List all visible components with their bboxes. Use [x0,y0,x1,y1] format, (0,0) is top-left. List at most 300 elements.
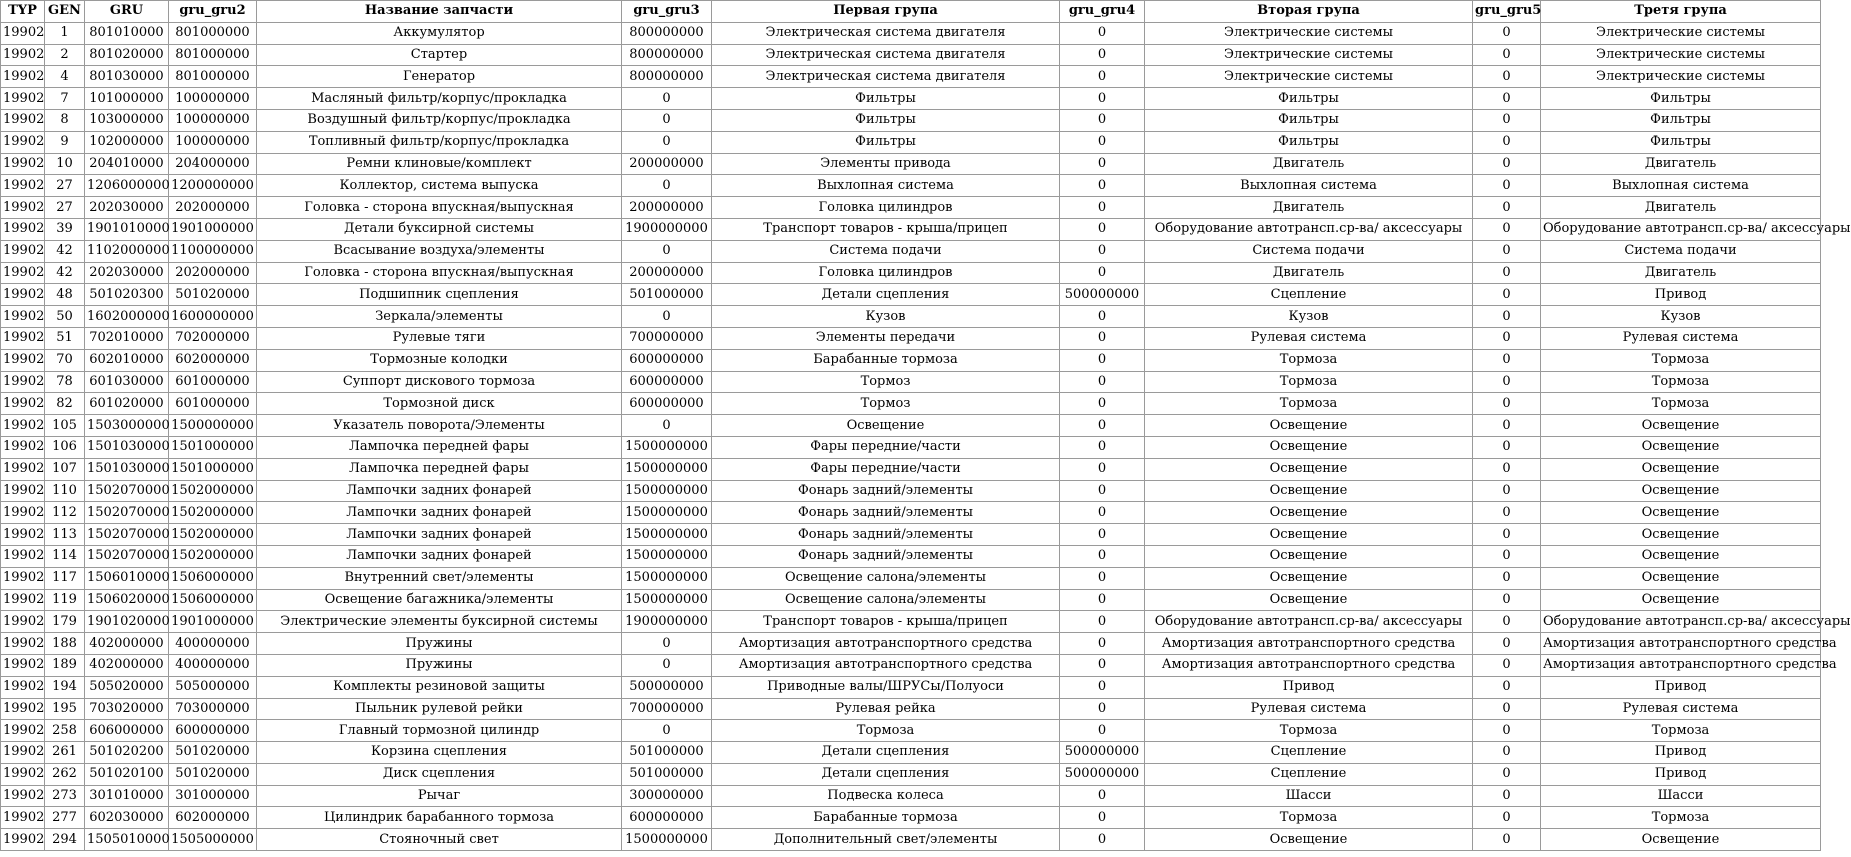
first-group-cell[interactable]: Амортизация автотранспортного средства [712,633,1060,655]
table-row[interactable] [1,567,1821,589]
gru-gru5-cell[interactable]: 0 [1473,807,1541,829]
gru-gru3-cell[interactable]: 0 [622,109,712,131]
third-group-cell[interactable]: Двигатель [1541,153,1821,175]
second-group-cell[interactable]: Освещение [1145,415,1473,437]
gru-gru2-cell[interactable]: 601000000 [169,393,257,415]
gru-gru2-cell[interactable]: 1502000000 [169,524,257,546]
typ-cell[interactable]: 19902 [1,88,45,110]
part-name-cell[interactable]: Генератор [257,66,622,88]
gru-gru3-cell[interactable]: 200000000 [622,197,712,219]
first-group-cell[interactable]: Фонарь задний/элементы [712,524,1060,546]
gru-gru3-cell[interactable]: 0 [622,175,712,197]
first-group-cell[interactable]: Фильтры [712,88,1060,110]
first-group-cell[interactable]: Приводные валы/ШРУСы/Полуоси [712,676,1060,698]
gru-gru3-cell[interactable]: 1500000000 [622,436,712,458]
first-group-cell[interactable]: Электрическая система двигателя [712,44,1060,66]
second-group-cell[interactable]: Освещение [1145,524,1473,546]
typ-cell[interactable]: 19902 [1,44,45,66]
second-group-cell[interactable]: Фильтры [1145,109,1473,131]
third-group-cell[interactable]: Освещение [1541,524,1821,546]
table-row[interactable] [1,197,1821,219]
gru-gru3-cell[interactable]: 0 [622,88,712,110]
part-name-cell[interactable]: Цилиндрик барабанного тормоза [257,807,622,829]
first-group-cell[interactable]: Дополнительный свет/элементы [712,829,1060,851]
second-group-cell[interactable]: Фильтры [1145,131,1473,153]
gru-gru4-cell[interactable]: 0 [1060,589,1145,611]
gru-cell[interactable]: 501020200 [85,742,169,764]
second-group-cell[interactable]: Двигатель [1145,262,1473,284]
first-group-cell[interactable]: Головка цилиндров [712,197,1060,219]
gru-gru3-cell[interactable]: 0 [622,720,712,742]
second-group-cell[interactable]: Освещение [1145,567,1473,589]
gen-cell[interactable]: 277 [45,807,85,829]
gen-cell[interactable]: 179 [45,611,85,633]
gru-gru5-cell[interactable]: 0 [1473,131,1541,153]
gru-gru2-cell[interactable]: 601000000 [169,371,257,393]
table-row[interactable] [1,262,1821,284]
table-row[interactable] [1,785,1821,807]
gen-cell[interactable]: 4 [45,66,85,88]
part-name-cell[interactable]: Стартер [257,44,622,66]
third-group-cell[interactable]: Фильтры [1541,131,1821,153]
gru-gru2-cell[interactable]: 801000000 [169,66,257,88]
typ-cell[interactable]: 19902 [1,393,45,415]
table-row[interactable] [1,589,1821,611]
gru-gru5-cell[interactable]: 0 [1473,44,1541,66]
gru-gru2-cell[interactable]: 100000000 [169,109,257,131]
first-group-cell[interactable]: Освещение салона/элементы [712,589,1060,611]
part-name-cell[interactable]: Топливный фильтр/корпус/прокладка [257,131,622,153]
gen-cell[interactable]: 112 [45,502,85,524]
second-group-cell[interactable]: Фильтры [1145,88,1473,110]
third-group-cell[interactable]: Двигатель [1541,262,1821,284]
first-group-cell[interactable]: Элементы привода [712,153,1060,175]
gru-gru3-cell[interactable]: 501000000 [622,284,712,306]
first-group-cell[interactable]: Электрическая система двигателя [712,22,1060,44]
column-header-third-group[interactable]: Третя група [1541,1,1821,23]
gru-gru3-cell[interactable]: 1500000000 [622,589,712,611]
third-group-cell[interactable]: Система подачи [1541,240,1821,262]
gru-gru2-cell[interactable]: 801000000 [169,22,257,44]
part-name-cell[interactable]: Рычаг [257,785,622,807]
gru-gru4-cell[interactable]: 0 [1060,44,1145,66]
gru-gru3-cell[interactable]: 0 [622,633,712,655]
table-row[interactable] [1,175,1821,197]
typ-cell[interactable]: 19902 [1,654,45,676]
gru-cell[interactable]: 1506020000 [85,589,169,611]
first-group-cell[interactable]: Фильтры [712,109,1060,131]
gru-gru4-cell[interactable]: 0 [1060,175,1145,197]
table-row[interactable] [1,153,1821,175]
gru-gru3-cell[interactable]: 1500000000 [622,524,712,546]
gen-cell[interactable]: 1 [45,22,85,44]
part-name-cell[interactable]: Главный тормозной цилиндр [257,720,622,742]
gru-gru3-cell[interactable]: 800000000 [622,44,712,66]
gru-gru5-cell[interactable]: 0 [1473,502,1541,524]
gen-cell[interactable]: 78 [45,371,85,393]
first-group-cell[interactable]: Амортизация автотранспортного средства [712,654,1060,676]
gru-gru5-cell[interactable]: 0 [1473,197,1541,219]
third-group-cell[interactable]: Освещение [1541,567,1821,589]
gen-cell[interactable]: 8 [45,109,85,131]
third-group-cell[interactable]: Рулевая система [1541,698,1821,720]
table-row[interactable] [1,480,1821,502]
table-row[interactable] [1,698,1821,720]
part-name-cell[interactable]: Всасывание воздуха/элементы [257,240,622,262]
table-row[interactable] [1,742,1821,764]
third-group-cell[interactable]: Амортизация автотранспортного средства [1541,633,1821,655]
gru-cell[interactable]: 301010000 [85,785,169,807]
gru-gru5-cell[interactable]: 0 [1473,763,1541,785]
gru-gru4-cell[interactable]: 0 [1060,415,1145,437]
part-name-cell[interactable]: Лампочка передней фары [257,458,622,480]
second-group-cell[interactable]: Освещение [1145,502,1473,524]
gru-gru2-cell[interactable]: 1901000000 [169,218,257,240]
gru-gru3-cell[interactable]: 1500000000 [622,480,712,502]
second-group-cell[interactable]: Двигатель [1145,197,1473,219]
gru-cell[interactable]: 1502070000 [85,545,169,567]
third-group-cell[interactable]: Освещение [1541,480,1821,502]
gru-gru2-cell[interactable]: 1505000000 [169,829,257,851]
gen-cell[interactable]: 119 [45,589,85,611]
column-header-gru[interactable]: GRU [85,1,169,23]
gen-cell[interactable]: 114 [45,545,85,567]
gru-gru3-cell[interactable]: 200000000 [622,262,712,284]
second-group-cell[interactable]: Двигатель [1145,153,1473,175]
gru-gru4-cell[interactable]: 0 [1060,545,1145,567]
gru-gru5-cell[interactable]: 0 [1473,88,1541,110]
typ-cell[interactable]: 19902 [1,415,45,437]
typ-cell[interactable]: 19902 [1,284,45,306]
third-group-cell[interactable]: Привод [1541,763,1821,785]
first-group-cell[interactable]: Транспорт товаров - крыша/прицеп [712,218,1060,240]
table-row[interactable] [1,218,1821,240]
gru-gru3-cell[interactable]: 1500000000 [622,567,712,589]
gru-cell[interactable]: 1506010000 [85,567,169,589]
gru-gru2-cell[interactable]: 1100000000 [169,240,257,262]
gru-gru4-cell[interactable]: 0 [1060,153,1145,175]
gen-cell[interactable]: 113 [45,524,85,546]
table-row[interactable] [1,371,1821,393]
gru-gru3-cell[interactable]: 0 [622,240,712,262]
gen-cell[interactable]: 188 [45,633,85,655]
gen-cell[interactable]: 258 [45,720,85,742]
gru-gru4-cell[interactable]: 0 [1060,502,1145,524]
gru-gru3-cell[interactable]: 1500000000 [622,545,712,567]
table-row[interactable] [1,415,1821,437]
gen-cell[interactable]: 106 [45,436,85,458]
second-group-cell[interactable]: Рулевая система [1145,698,1473,720]
gru-gru5-cell[interactable]: 0 [1473,567,1541,589]
gru-gru2-cell[interactable]: 1502000000 [169,502,257,524]
gru-gru2-cell[interactable]: 801000000 [169,44,257,66]
gru-cell[interactable]: 1102000000 [85,240,169,262]
gru-gru2-cell[interactable]: 400000000 [169,633,257,655]
typ-cell[interactable]: 19902 [1,524,45,546]
gru-gru3-cell[interactable]: 300000000 [622,785,712,807]
gen-cell[interactable]: 82 [45,393,85,415]
gru-gru5-cell[interactable]: 0 [1473,240,1541,262]
typ-cell[interactable]: 19902 [1,480,45,502]
gru-cell[interactable]: 1501030000 [85,436,169,458]
part-name-cell[interactable]: Тормозной диск [257,393,622,415]
gru-gru4-cell[interactable]: 500000000 [1060,742,1145,764]
gru-gru3-cell[interactable]: 0 [622,654,712,676]
typ-cell[interactable]: 19902 [1,458,45,480]
gru-gru5-cell[interactable]: 0 [1473,611,1541,633]
gen-cell[interactable]: 117 [45,567,85,589]
first-group-cell[interactable]: Кузов [712,306,1060,328]
gen-cell[interactable]: 50 [45,306,85,328]
first-group-cell[interactable]: Освещение салона/элементы [712,567,1060,589]
gru-gru4-cell[interactable]: 0 [1060,829,1145,851]
gru-gru4-cell[interactable]: 0 [1060,240,1145,262]
gru-gru3-cell[interactable]: 800000000 [622,22,712,44]
gru-gru4-cell[interactable]: 0 [1060,633,1145,655]
gru-gru2-cell[interactable]: 501020000 [169,742,257,764]
second-group-cell[interactable]: Освещение [1145,829,1473,851]
typ-cell[interactable]: 19902 [1,22,45,44]
gen-cell[interactable]: 262 [45,763,85,785]
gen-cell[interactable]: 10 [45,153,85,175]
first-group-cell[interactable]: Освещение [712,415,1060,437]
first-group-cell[interactable]: Выхлопная система [712,175,1060,197]
third-group-cell[interactable]: Кузов [1541,306,1821,328]
first-group-cell[interactable]: Тормоз [712,393,1060,415]
gru-gru5-cell[interactable]: 0 [1473,676,1541,698]
table-row[interactable] [1,306,1821,328]
gru-gru5-cell[interactable]: 0 [1473,262,1541,284]
gru-gru2-cell[interactable]: 204000000 [169,153,257,175]
first-group-cell[interactable]: Рулевая рейка [712,698,1060,720]
gru-gru3-cell[interactable]: 501000000 [622,763,712,785]
first-group-cell[interactable]: Фонарь задний/элементы [712,545,1060,567]
first-group-cell[interactable]: Детали сцепления [712,284,1060,306]
gru-cell[interactable]: 1502070000 [85,524,169,546]
gru-gru2-cell[interactable]: 602000000 [169,807,257,829]
part-name-cell[interactable]: Пружины [257,633,622,655]
gru-gru5-cell[interactable]: 0 [1473,829,1541,851]
gru-gru5-cell[interactable]: 0 [1473,654,1541,676]
part-name-cell[interactable]: Электрические элементы буксирной системы [257,611,622,633]
gru-gru5-cell[interactable]: 0 [1473,545,1541,567]
gru-gru4-cell[interactable]: 0 [1060,306,1145,328]
table-row[interactable] [1,131,1821,153]
gru-gru5-cell[interactable]: 0 [1473,524,1541,546]
gru-cell[interactable]: 602030000 [85,807,169,829]
second-group-cell[interactable]: Тормоза [1145,371,1473,393]
gru-gru2-cell[interactable]: 100000000 [169,131,257,153]
first-group-cell[interactable]: Фильтры [712,131,1060,153]
gen-cell[interactable]: 39 [45,218,85,240]
third-group-cell[interactable]: Оборудование автотрансп.ср-ва/ аксессуары [1541,218,1821,240]
third-group-cell[interactable]: Освещение [1541,829,1821,851]
part-name-cell[interactable]: Тормозные колодки [257,349,622,371]
third-group-cell[interactable]: Тормоза [1541,371,1821,393]
gen-cell[interactable]: 195 [45,698,85,720]
gru-gru5-cell[interactable]: 0 [1473,742,1541,764]
second-group-cell[interactable]: Освещение [1145,480,1473,502]
typ-cell[interactable]: 19902 [1,502,45,524]
part-name-cell[interactable]: Внутренний свет/элементы [257,567,622,589]
gru-gru5-cell[interactable]: 0 [1473,284,1541,306]
gru-cell[interactable]: 1602000000 [85,306,169,328]
gru-gru2-cell[interactable]: 702000000 [169,327,257,349]
table-row[interactable] [1,88,1821,110]
column-header-typ[interactable]: TYP [1,1,45,23]
gru-cell[interactable]: 1206000000 [85,175,169,197]
gru-gru3-cell[interactable]: 1500000000 [622,458,712,480]
third-group-cell[interactable]: Освещение [1541,458,1821,480]
gru-gru5-cell[interactable]: 0 [1473,785,1541,807]
second-group-cell[interactable]: Освещение [1145,436,1473,458]
third-group-cell[interactable]: Привод [1541,742,1821,764]
second-group-cell[interactable]: Кузов [1145,306,1473,328]
gru-cell[interactable]: 102000000 [85,131,169,153]
gru-gru5-cell[interactable]: 0 [1473,153,1541,175]
gru-cell[interactable]: 402000000 [85,633,169,655]
gru-gru3-cell[interactable]: 0 [622,131,712,153]
gen-cell[interactable]: 107 [45,458,85,480]
second-group-cell[interactable]: Тормоза [1145,393,1473,415]
second-group-cell[interactable]: Тормоза [1145,720,1473,742]
typ-cell[interactable]: 19902 [1,807,45,829]
gen-cell[interactable]: 189 [45,654,85,676]
first-group-cell[interactable]: Фонарь задний/элементы [712,480,1060,502]
part-name-cell[interactable]: Суппорт дискового тормоза [257,371,622,393]
gru-gru4-cell[interactable]: 0 [1060,567,1145,589]
part-name-cell[interactable]: Лампочка передней фары [257,436,622,458]
second-group-cell[interactable]: Сцепление [1145,742,1473,764]
gru-gru4-cell[interactable]: 0 [1060,131,1145,153]
gru-gru2-cell[interactable]: 1501000000 [169,436,257,458]
table-row[interactable] [1,720,1821,742]
third-group-cell[interactable]: Освещение [1541,436,1821,458]
gru-gru3-cell[interactable]: 0 [622,306,712,328]
first-group-cell[interactable]: Тормоза [712,720,1060,742]
gru-gru3-cell[interactable]: 600000000 [622,349,712,371]
second-group-cell[interactable]: Шасси [1145,785,1473,807]
gru-gru4-cell[interactable]: 0 [1060,197,1145,219]
gru-cell[interactable]: 101000000 [85,88,169,110]
gru-cell[interactable]: 1503000000 [85,415,169,437]
typ-cell[interactable]: 19902 [1,589,45,611]
gru-gru5-cell[interactable]: 0 [1473,306,1541,328]
third-group-cell[interactable]: Амортизация автотранспортного средства [1541,654,1821,676]
gen-cell[interactable]: 70 [45,349,85,371]
typ-cell[interactable]: 19902 [1,327,45,349]
first-group-cell[interactable]: Фары передние/части [712,436,1060,458]
column-header-gen[interactable]: GEN [45,1,85,23]
gen-cell[interactable]: 273 [45,785,85,807]
gru-gru3-cell[interactable]: 1900000000 [622,611,712,633]
gru-cell[interactable]: 505020000 [85,676,169,698]
gru-cell[interactable]: 601030000 [85,371,169,393]
gru-gru4-cell[interactable]: 0 [1060,327,1145,349]
gru-cell[interactable]: 1502070000 [85,502,169,524]
part-name-cell[interactable]: Лампочки задних фонарей [257,524,622,546]
gru-cell[interactable]: 202030000 [85,262,169,284]
part-name-cell[interactable]: Воздушный фильтр/корпус/прокладка [257,109,622,131]
gru-cell[interactable]: 202030000 [85,197,169,219]
part-name-cell[interactable]: Освещение багажника/элементы [257,589,622,611]
gru-gru2-cell[interactable]: 1600000000 [169,306,257,328]
gru-cell[interactable]: 1901010000 [85,218,169,240]
gru-gru2-cell[interactable]: 1500000000 [169,415,257,437]
first-group-cell[interactable]: Фонарь задний/элементы [712,502,1060,524]
third-group-cell[interactable]: Шасси [1541,785,1821,807]
gru-cell[interactable]: 1502070000 [85,480,169,502]
gen-cell[interactable]: 9 [45,131,85,153]
gru-gru4-cell[interactable]: 500000000 [1060,284,1145,306]
gru-gru2-cell[interactable]: 202000000 [169,197,257,219]
part-name-cell[interactable]: Аккумулятор [257,22,622,44]
gru-gru4-cell[interactable]: 0 [1060,66,1145,88]
gru-cell[interactable]: 801030000 [85,66,169,88]
second-group-cell[interactable]: Освещение [1145,589,1473,611]
gru-cell[interactable]: 602010000 [85,349,169,371]
gru-gru5-cell[interactable]: 0 [1473,415,1541,437]
gen-cell[interactable]: 48 [45,284,85,306]
typ-cell[interactable]: 19902 [1,349,45,371]
third-group-cell[interactable]: Электрические системы [1541,66,1821,88]
part-name-cell[interactable]: Лампочки задних фонарей [257,545,622,567]
third-group-cell[interactable]: Выхлопная система [1541,175,1821,197]
table-row[interactable] [1,829,1821,851]
part-name-cell[interactable]: Подшипник сцепления [257,284,622,306]
table-row[interactable] [1,502,1821,524]
second-group-cell[interactable]: Освещение [1145,458,1473,480]
gru-gru5-cell[interactable]: 0 [1473,349,1541,371]
gru-gru3-cell[interactable]: 600000000 [622,807,712,829]
table-row[interactable] [1,436,1821,458]
gru-gru5-cell[interactable]: 0 [1473,720,1541,742]
table-row[interactable] [1,327,1821,349]
typ-cell[interactable]: 19902 [1,633,45,655]
column-header-first-group[interactable]: Первая група [712,1,1060,23]
gru-gru5-cell[interactable]: 0 [1473,327,1541,349]
gen-cell[interactable]: 2 [45,44,85,66]
typ-cell[interactable]: 19902 [1,436,45,458]
second-group-cell[interactable]: Тормоза [1145,349,1473,371]
third-group-cell[interactable]: Электрические системы [1541,22,1821,44]
gru-gru3-cell[interactable]: 700000000 [622,698,712,720]
first-group-cell[interactable]: Барабанные тормоза [712,807,1060,829]
gru-gru4-cell[interactable]: 0 [1060,611,1145,633]
typ-cell[interactable]: 19902 [1,567,45,589]
gru-gru2-cell[interactable]: 1502000000 [169,545,257,567]
third-group-cell[interactable]: Фильтры [1541,88,1821,110]
gru-gru5-cell[interactable]: 0 [1473,480,1541,502]
gru-cell[interactable]: 601020000 [85,393,169,415]
first-group-cell[interactable]: Детали сцепления [712,742,1060,764]
gru-gru4-cell[interactable]: 0 [1060,436,1145,458]
gru-gru5-cell[interactable]: 0 [1473,589,1541,611]
third-group-cell[interactable]: Освещение [1541,502,1821,524]
gru-gru2-cell[interactable]: 1506000000 [169,589,257,611]
part-name-cell[interactable]: Пружины [257,654,622,676]
third-group-cell[interactable]: Рулевая система [1541,327,1821,349]
part-name-cell[interactable]: Рулевые тяги [257,327,622,349]
gru-gru3-cell[interactable]: 1500000000 [622,502,712,524]
gru-gru2-cell[interactable]: 301000000 [169,785,257,807]
gru-gru4-cell[interactable]: 0 [1060,218,1145,240]
table-row[interactable] [1,654,1821,676]
third-group-cell[interactable]: Тормоза [1541,349,1821,371]
gru-gru2-cell[interactable]: 1506000000 [169,567,257,589]
gru-gru4-cell[interactable]: 0 [1060,393,1145,415]
gen-cell[interactable]: 42 [45,262,85,284]
